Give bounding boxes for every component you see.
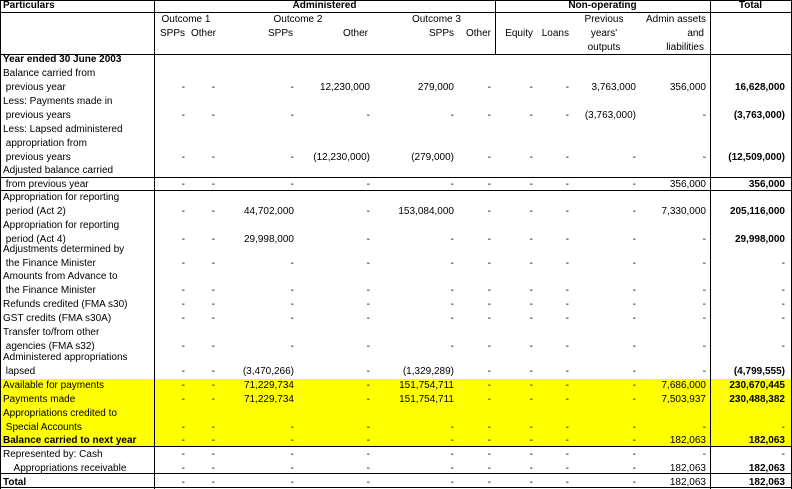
value-cell: -	[290, 110, 294, 121]
subheader-o1-other: Other	[190, 28, 216, 39]
value-cell: (12,230,000)	[313, 152, 370, 163]
value-cell: -	[565, 299, 569, 310]
value-cell: -	[211, 234, 215, 245]
row-label: agencies (FMA s32)	[3, 341, 95, 352]
section-title: Year ended 30 June 2003	[3, 54, 122, 65]
total-cell: 29,998,000	[734, 234, 785, 245]
value-cell: -	[290, 341, 294, 352]
value-cell: -	[487, 299, 491, 310]
value-cell: -	[211, 179, 215, 190]
value-cell: 356,000	[669, 179, 706, 190]
value-cell: -	[181, 366, 185, 377]
value-cell: -	[632, 366, 636, 377]
value-cell: -	[632, 449, 636, 460]
subheader-outcome2: Outcome 2	[273, 14, 323, 25]
header-particulars: Particulars	[3, 0, 55, 11]
value-cell: -	[290, 449, 294, 460]
value-cell: -	[487, 285, 491, 296]
row-label: Represented by: Cash	[3, 449, 103, 460]
total-cell: 205,116,000	[729, 206, 785, 217]
value-cell: -	[487, 449, 491, 460]
value-cell: -	[529, 299, 533, 310]
value-cell: -	[211, 152, 215, 163]
value-cell: -	[290, 82, 294, 93]
value-cell: -	[565, 179, 569, 190]
value-cell: -	[565, 366, 569, 377]
value-cell: -	[450, 435, 454, 446]
value-cell: -	[529, 380, 533, 391]
row-label: Transfer to/from other	[3, 327, 100, 338]
total-cell: -	[781, 313, 785, 324]
value-cell: -	[211, 82, 215, 93]
value-cell: -	[211, 206, 215, 217]
value-cell: -	[565, 463, 569, 474]
row-label: from previous year	[3, 179, 89, 190]
value-cell: -	[450, 179, 454, 190]
value-cell: -	[366, 299, 370, 310]
value-cell: -	[211, 449, 215, 460]
value-cell: -	[290, 435, 294, 446]
value-cell: -	[366, 477, 370, 488]
value-cell: -	[366, 366, 370, 377]
total-cell: (4,799,555)	[733, 366, 785, 377]
value-cell: 151,754,711	[399, 394, 454, 405]
value-cell: -	[211, 110, 215, 121]
value-cell: 356,000	[669, 82, 706, 93]
subheader-prev-outputs-3: outputs	[587, 42, 621, 53]
value-cell: 182,063	[669, 435, 706, 446]
value-cell: -	[529, 285, 533, 296]
value-cell: -	[290, 477, 294, 488]
value-cell: -	[487, 435, 491, 446]
total-cell: -	[781, 258, 785, 269]
value-cell: -	[181, 463, 185, 474]
value-cell: -	[529, 313, 533, 324]
value-cell: -	[632, 380, 636, 391]
value-cell: -	[211, 435, 215, 446]
value-cell: -	[632, 179, 636, 190]
value-cell: -	[565, 422, 569, 433]
value-cell: -	[565, 449, 569, 460]
header-administered: Administered	[292, 0, 357, 11]
value-cell: -	[487, 380, 491, 391]
value-cell: -	[450, 449, 454, 460]
value-cell: -	[487, 313, 491, 324]
value-cell: -	[487, 258, 491, 269]
value-cell: -	[702, 258, 706, 269]
value-cell: -	[529, 435, 533, 446]
value-cell: -	[211, 285, 215, 296]
subheader-o3-other: Other	[465, 28, 491, 39]
value-cell: -	[290, 285, 294, 296]
value-cell: 7,686,000	[661, 380, 706, 391]
value-cell: -	[487, 341, 491, 352]
value-cell: -	[181, 299, 185, 310]
value-cell: -	[290, 463, 294, 474]
value-cell: 182,063	[669, 477, 706, 488]
value-cell: -	[529, 341, 533, 352]
value-cell: -	[702, 234, 706, 245]
value-cell: -	[529, 179, 533, 190]
value-cell: -	[366, 341, 370, 352]
row-label: Available for payments	[3, 380, 104, 391]
value-cell: -	[565, 313, 569, 324]
value-cell: -	[632, 463, 636, 474]
value-cell: -	[487, 206, 491, 217]
value-cell: -	[565, 234, 569, 245]
value-cell: -	[702, 110, 706, 121]
value-cell: -	[366, 234, 370, 245]
value-cell: -	[366, 435, 370, 446]
value-cell: -	[529, 206, 533, 217]
value-cell: 71,229,734	[243, 380, 294, 391]
value-cell: -	[487, 110, 491, 121]
value-cell: -	[529, 110, 533, 121]
value-cell: -	[702, 152, 706, 163]
vline-particulars	[154, 0, 155, 489]
value-cell: (3,470,266)	[242, 366, 294, 377]
value-cell: -	[487, 234, 491, 245]
value-cell: -	[366, 463, 370, 474]
subheader-admin-assets-1: Admin assets	[645, 14, 706, 25]
value-cell: -	[211, 422, 215, 433]
total-cell: 230,488,382	[729, 394, 785, 405]
value-cell: -	[366, 313, 370, 324]
subheader-prev-outputs-1: Previous	[584, 14, 624, 25]
value-cell: -	[487, 477, 491, 488]
value-cell: 71,229,734	[243, 394, 294, 405]
value-cell: -	[290, 179, 294, 190]
value-cell: -	[181, 234, 185, 245]
value-cell: -	[450, 341, 454, 352]
row-label: Special Accounts	[3, 422, 82, 433]
total-cell: (12,509,000)	[728, 152, 785, 163]
row-label: previous years	[3, 152, 71, 163]
row-label: Total	[3, 477, 27, 488]
subheader-equity: Equity	[505, 28, 533, 39]
subheader-o2-spps: SPPs	[267, 28, 293, 39]
value-cell: -	[450, 463, 454, 474]
value-cell: -	[702, 285, 706, 296]
value-cell: -	[702, 299, 706, 310]
value-cell: -	[487, 394, 491, 405]
value-cell: -	[632, 234, 636, 245]
value-cell: -	[565, 152, 569, 163]
value-cell: -	[529, 477, 533, 488]
value-cell: -	[181, 341, 185, 352]
value-cell: -	[450, 313, 454, 324]
row-label: Appropriations credited to	[3, 408, 117, 419]
value-cell: -	[211, 313, 215, 324]
value-cell: 182,063	[669, 463, 706, 474]
value-cell: -	[565, 394, 569, 405]
total-cell: -	[781, 299, 785, 310]
value-cell: -	[529, 449, 533, 460]
value-cell: -	[181, 435, 185, 446]
header-non-operating: Non-operating	[568, 0, 637, 11]
total-cell: 182,063	[748, 435, 785, 446]
value-cell: -	[181, 258, 185, 269]
value-cell: -	[366, 179, 370, 190]
value-cell: -	[450, 285, 454, 296]
row-label: Less: Lapsed administered	[3, 124, 123, 135]
subheader-o1-spps: SPPs	[159, 28, 185, 39]
value-cell: -	[632, 258, 636, 269]
value-cell: -	[290, 299, 294, 310]
value-cell: 153,084,000	[398, 206, 454, 217]
vline-left	[0, 0, 1, 489]
value-cell: -	[290, 258, 294, 269]
total-cell: 182,063	[748, 477, 785, 488]
value-cell: -	[181, 82, 185, 93]
row-label: Amounts from Advance to	[3, 271, 118, 282]
value-cell: -	[366, 394, 370, 405]
value-cell: 12,230,000	[319, 82, 370, 93]
value-cell: -	[632, 152, 636, 163]
value-cell: -	[211, 380, 215, 391]
value-cell: -	[181, 313, 185, 324]
value-cell: -	[529, 234, 533, 245]
value-cell: -	[181, 380, 185, 391]
vline-nonop-end	[710, 0, 711, 489]
value-cell: -	[290, 422, 294, 433]
row-label: Appropriation for reporting	[3, 220, 120, 231]
value-cell: -	[450, 110, 454, 121]
value-cell: -	[565, 380, 569, 391]
value-cell: 7,330,000	[661, 206, 706, 217]
value-cell: -	[702, 313, 706, 324]
value-cell: -	[181, 394, 185, 405]
value-cell: -	[211, 299, 215, 310]
value-cell: 3,763,000	[591, 82, 636, 93]
value-cell: -	[632, 435, 636, 446]
row-label: Refunds credited (FMA s30)	[3, 299, 128, 310]
value-cell: -	[529, 152, 533, 163]
subheader-loans: Loans	[541, 28, 569, 39]
value-cell: -	[632, 341, 636, 352]
value-cell: -	[702, 366, 706, 377]
value-cell: -	[565, 341, 569, 352]
value-cell: -	[565, 206, 569, 217]
value-cell: (3,763,000)	[584, 110, 636, 121]
subheader-admin-assets-3: liabilities	[666, 42, 704, 53]
header-bottom-border	[0, 12, 792, 13]
total-cell: 356,000	[748, 179, 785, 190]
value-cell: -	[450, 234, 454, 245]
value-cell: -	[487, 463, 491, 474]
value-cell: -	[487, 179, 491, 190]
value-cell: -	[366, 110, 370, 121]
value-cell: -	[450, 258, 454, 269]
row-label: Balance carried to next year	[3, 435, 137, 446]
row-label: Adjusted balance carried	[3, 165, 114, 176]
row-label: Less: Payments made in	[3, 96, 113, 107]
row-label: the Finance Minister	[3, 285, 96, 296]
value-cell: -	[487, 366, 491, 377]
value-cell: 44,702,000	[243, 206, 294, 217]
header-total: Total	[738, 0, 763, 11]
row-label: previous years	[3, 110, 71, 121]
value-cell: 29,998,000	[243, 234, 294, 245]
value-cell: -	[565, 477, 569, 488]
value-cell: -	[181, 285, 185, 296]
total-cell: 230,670,445	[729, 380, 785, 391]
value-cell: -	[181, 206, 185, 217]
value-cell: -	[702, 422, 706, 433]
subheader-outcome3: Outcome 3	[412, 14, 461, 25]
row-label: Payments made	[3, 394, 76, 405]
value-cell: -	[366, 206, 370, 217]
value-cell: -	[366, 422, 370, 433]
value-cell: 7,503,937	[661, 394, 706, 405]
total-cell: 182,063	[748, 463, 785, 474]
value-cell: -	[529, 422, 533, 433]
total-cell: 16,628,000	[734, 82, 785, 93]
value-cell: -	[529, 366, 533, 377]
total-cell: -	[781, 422, 785, 433]
subheader-o3-spps: SPPs	[428, 28, 454, 39]
value-cell: -	[632, 313, 636, 324]
row-label: appropriation from	[3, 138, 87, 149]
row-label: the Finance Minister	[3, 258, 96, 269]
rule-before-adjusted	[0, 177, 792, 178]
value-cell: -	[211, 394, 215, 405]
row-label: Appropriations receivable	[3, 463, 127, 474]
row-label: Adjustments determined by	[3, 244, 125, 255]
row-label: Balance carried from	[3, 68, 96, 79]
value-cell: -	[181, 422, 185, 433]
row-label: lapsed	[3, 366, 36, 377]
subheader-o2-other: Other	[342, 28, 368, 39]
value-cell: (1,329,289)	[402, 366, 454, 377]
value-cell: -	[211, 366, 215, 377]
value-cell: -	[565, 110, 569, 121]
row-label: Appropriation for reporting	[3, 192, 120, 203]
value-cell: -	[211, 258, 215, 269]
value-cell: -	[181, 152, 185, 163]
value-cell: -	[565, 258, 569, 269]
value-cell: -	[290, 152, 294, 163]
value-cell: -	[565, 435, 569, 446]
value-cell: -	[702, 341, 706, 352]
value-cell: -	[366, 449, 370, 460]
value-cell: -	[632, 285, 636, 296]
value-cell: -	[211, 477, 215, 488]
value-cell: -	[450, 422, 454, 433]
value-cell: -	[487, 422, 491, 433]
subheader-admin-assets-2: and	[687, 28, 704, 39]
value-cell: (279,000)	[411, 152, 454, 163]
value-cell: -	[565, 82, 569, 93]
value-cell: -	[181, 477, 185, 488]
row-label: previous year	[3, 82, 66, 93]
row-label: period (Act 4)	[3, 234, 66, 245]
value-cell: -	[632, 477, 636, 488]
value-cell: -	[366, 285, 370, 296]
value-cell: -	[366, 258, 370, 269]
value-cell: -	[181, 179, 185, 190]
subheader-outcome1: Outcome 1	[161, 14, 211, 25]
value-cell: -	[181, 110, 185, 121]
value-cell: -	[487, 152, 491, 163]
value-cell: -	[181, 449, 185, 460]
value-cell: -	[529, 394, 533, 405]
value-cell: -	[211, 341, 215, 352]
value-cell: -	[366, 380, 370, 391]
value-cell: 151,754,711	[399, 380, 454, 391]
total-cell: -	[781, 449, 785, 460]
row-label: Administered appropriations	[3, 352, 128, 363]
total-cell: -	[781, 285, 785, 296]
value-cell: -	[290, 313, 294, 324]
value-cell: -	[632, 206, 636, 217]
value-cell: -	[211, 463, 215, 474]
total-cell: (3,763,000)	[733, 110, 785, 121]
row-label: period (Act 2)	[3, 206, 66, 217]
value-cell: -	[450, 477, 454, 488]
row-label: GST credits (FMA s30A)	[3, 313, 112, 324]
total-cell: -	[781, 341, 785, 352]
value-cell: -	[632, 422, 636, 433]
value-cell: -	[487, 82, 491, 93]
value-cell: -	[529, 463, 533, 474]
value-cell: -	[529, 82, 533, 93]
value-cell: -	[702, 449, 706, 460]
subheader-prev-outputs-2: years'	[590, 28, 618, 39]
value-cell: -	[529, 258, 533, 269]
value-cell: -	[565, 285, 569, 296]
value-cell: 279,000	[417, 82, 454, 93]
value-cell: -	[450, 299, 454, 310]
value-cell: -	[632, 299, 636, 310]
value-cell: -	[632, 394, 636, 405]
